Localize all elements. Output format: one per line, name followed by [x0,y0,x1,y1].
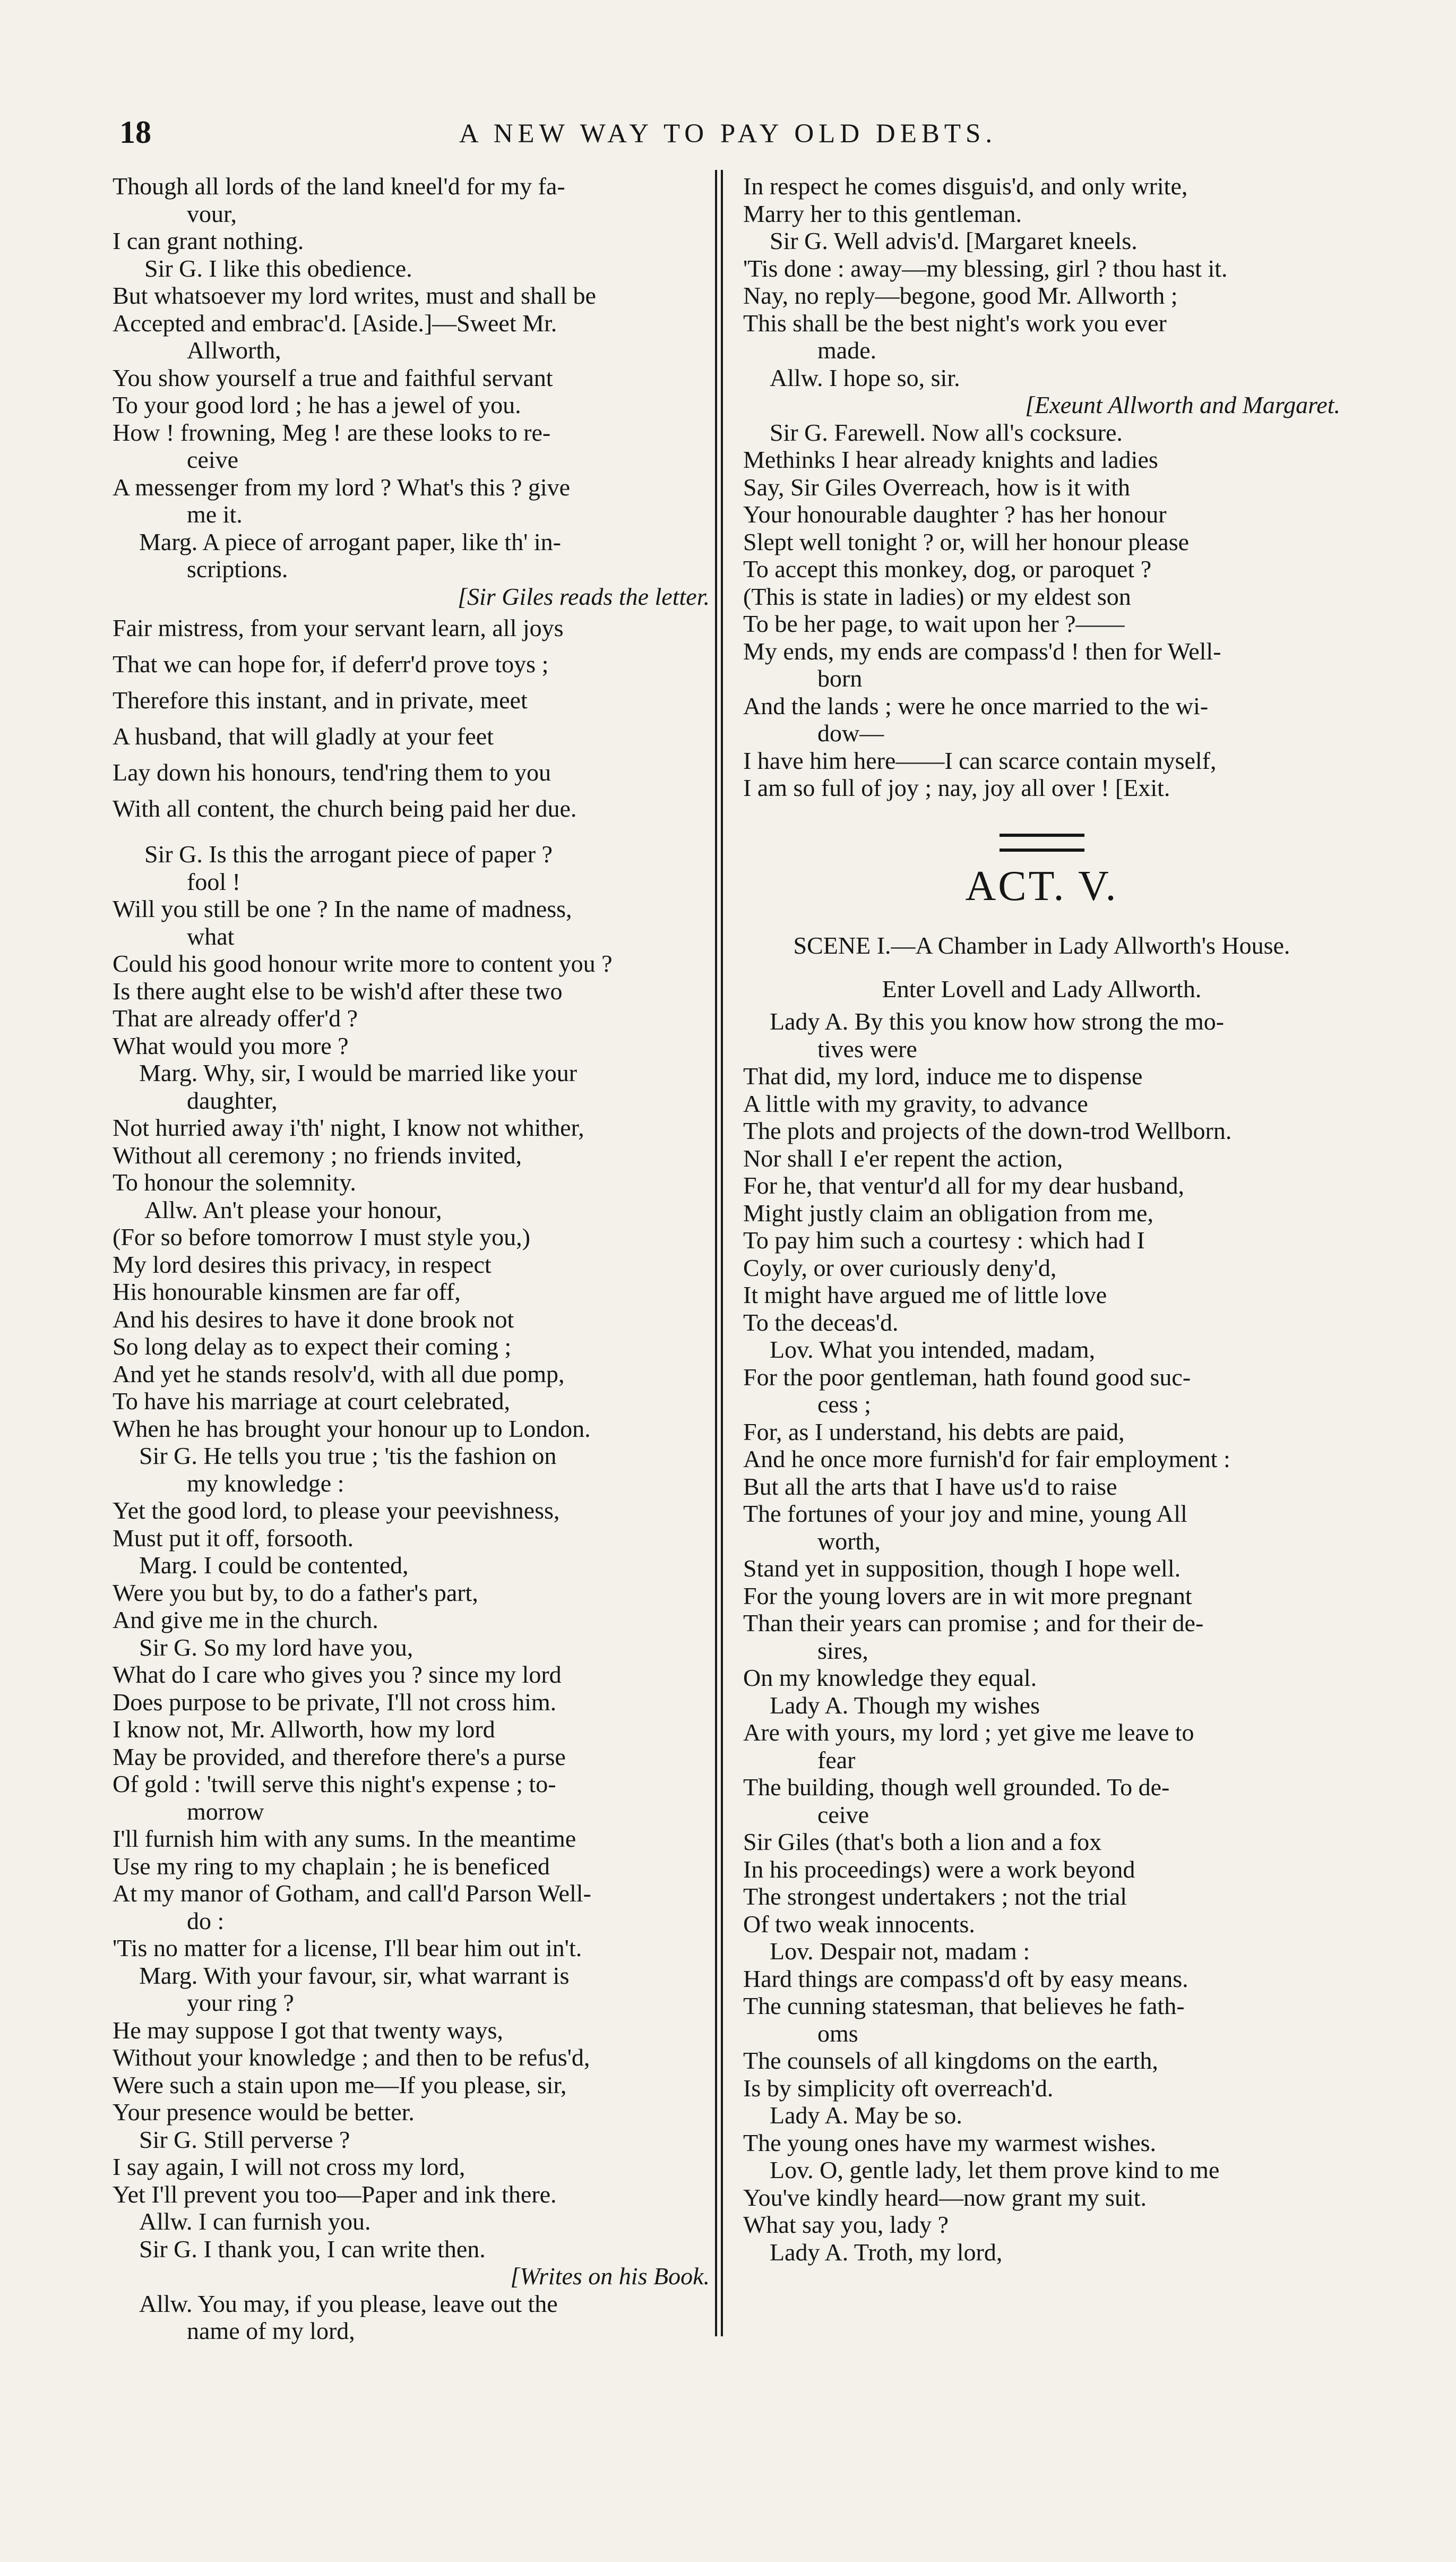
stage-entry: Enter Lovell and Lady Allworth. [882,975,1202,1002]
letter-line: With all content, the church being paid her due. [113,795,577,822]
text-line: name of my lord, [187,2317,355,2344]
text-line: Sir G. Is this the arrogant piece of paper ? [144,841,553,868]
text-line: (For so before tomorrow I must style you,) [113,1223,530,1250]
scene-heading: SCENE I.—A Chamber in Lady Allworth's House. [793,932,1290,959]
page-number: 18 [119,115,151,150]
text-line: To pay him such a courtesy : which had I [743,1227,1145,1254]
column-divider-left [715,170,717,2336]
text-line: My ends, my ends are compass'd ! then for Well- [743,637,1221,665]
text-line: Allw. I can furnish you. [139,2208,371,2235]
page-header [0,114,1456,162]
text-line: Than their years can promise ; and for their de- [743,1609,1204,1636]
text-line: The counsels of all kingdoms on the earth, [743,2047,1158,2074]
text-line: His honourable kinsmen are far off, [113,1278,461,1305]
text-line: Lady A. Though my wishes [770,1691,1040,1719]
text-line: Though all lords of the land kneel'd for my fa- [113,173,565,200]
text-line: What do I care who gives you ? since my lord [113,1661,562,1688]
letter-line: Therefore this instant, and in private, meet [113,687,528,714]
text-line: Lov. O, gentle lady, let them prove kind to me [770,2156,1220,2183]
right-column [743,173,1340,2266]
text-line: Coyly, or over curiously deny'd, [743,1254,1057,1281]
text-line: worth, [817,1527,881,1555]
text-line: Of gold : 'twill serve this night's expense ; to- [113,1770,556,1797]
letter-line: Lay down his honours, tend'ring them to you [113,759,551,786]
text-line: In his proceedings) were a work beyond [743,1855,1135,1883]
text-line: So long delay as to expect their coming ; [113,1333,512,1360]
stage-direction: [Sir Giles reads the letter. [458,582,710,610]
text-line: me it. [187,501,243,528]
text-line: And give me in the church. [113,1606,378,1633]
letter-line: A husband, that will gladly at your feet [113,723,494,750]
text-line: Lady A. By this you know how strong the mo- [770,1008,1225,1035]
text-line: do : [187,1907,225,1934]
text-line: But all the arts that I have us'd to raise [743,1472,1117,1500]
text-line: fool ! [187,868,240,895]
text-line: sires, [817,1636,868,1664]
text-line: To be her page, to wait upon her ?—— [743,610,1125,637]
right-column-bottom [743,1008,1340,2266]
text-line: What say you, lady ? [743,2211,949,2238]
text-line: Hard things are compass'd oft by easy means. [743,1965,1188,1992]
text-line: Marg. A piece of arrogant paper, like th' in- [139,528,562,555]
text-line: Accepted and embrac'd. [Aside.]—Sweet Mr. [113,309,557,337]
text-line: I can grant nothing. [113,227,304,254]
text-line: Sir G. Well advis'd. [Margaret kneels. [770,227,1138,254]
text-line: But whatsoever my lord writes, must and shall be [113,282,596,309]
text-line: He may suppose I got that twenty ways, [113,2016,503,2044]
column-divider-right [721,170,723,2336]
text-line: your ring ? [187,1989,294,2016]
running-head: A NEW WAY TO PAY OLD DEBTS. [459,119,997,149]
text-line: Must put it off, forsooth. [113,1524,354,1552]
text-line: Is by simplicity oft overreach'd. [743,2074,1054,2102]
text-line: I say again, I will not cross my lord, [113,2153,466,2180]
text-line: I am so full of joy ; nay, joy all over ! [Exit. [743,774,1170,801]
act-title: ACT. V. [965,862,1118,910]
stage-direction: [Exeunt Allworth and Margaret. [1025,391,1340,418]
text-line: Say, Sir Giles Overreach, how is it with [743,473,1131,501]
text-line: Yet I'll prevent you too—Paper and ink there. [113,2180,557,2208]
text-line: Sir G. Still perverse ? [139,2126,350,2153]
text-line: 'Tis no matter for a license, I'll bear him out in't. [113,1934,582,1961]
text-line: Were such a stain upon me—If you please, sir, [113,2071,567,2098]
text-line: Could his good honour write more to content you ? [113,950,613,977]
text-line: Yet the good lord, to please your peevishness, [113,1497,560,1524]
text-line: made. [817,337,877,364]
text-line: To accept this monkey, dog, or paroquet ? [743,555,1152,582]
text-line: Might justly claim an obligation from me, [743,1199,1153,1227]
text-line: Sir Giles (that's both a lion and a fox [743,1828,1102,1855]
text-line: Marg. I could be contented, [139,1552,409,1579]
text-line: Methinks I hear already knights and ladies [743,446,1158,473]
text-line: ceive [817,1801,869,1828]
text-line: Allworth, [187,337,281,364]
text-line: The cunning statesman, that believes he fath- [743,1992,1185,2019]
text-line: At my manor of Gotham, and call'd Parson Well- [113,1880,591,1907]
text-line: Sir G. Farewell. Now all's cocksure. [770,418,1123,446]
text-line: I have him here——I can scarce contain myself, [743,747,1217,774]
text-line: Allw. An't please your honour, [144,1196,442,1223]
stage-direction: [Writes on his Book. [510,2263,710,2290]
text-line: Without your knowledge ; and then to be refus'd, [113,2044,590,2071]
text-line: Sir G. So my lord have you, [139,1633,413,1661]
text-line: The fortunes of your joy and mine, young All [743,1500,1187,1527]
text-line: For he, that ventur'd all for my dear husband, [743,1172,1184,1199]
text-line: It might have argued me of little love [743,1281,1107,1308]
text-line: To have his marriage at court celebrated, [113,1387,511,1415]
letter-line: That we can hope for, if deferr'd prove toys ; [113,650,549,678]
text-line: 'Tis done : away—my blessing, girl ? thou hast it. [743,254,1228,282]
text-line: And the lands ; were he once married to the wi- [743,692,1209,719]
text-line: You show yourself a true and faithful servant [113,364,553,391]
text-line: Is there aught else to be wish'd after these two [113,977,563,1005]
text-line: Lov. What you intended, madam, [770,1336,1096,1363]
text-line: oms [817,2019,858,2047]
text-line: Marg. With your favour, sir, what warrant is [139,1961,570,1989]
text-line: Lov. Despair not, madam : [770,1938,1030,1965]
left-column [113,173,710,2345]
text-line: To the deceas'd. [743,1308,899,1336]
text-line: When he has brought your honour up to London. [113,1415,591,1442]
text-line: tives were [817,1035,917,1062]
text-line: The strongest undertakers ; not the trial [743,1883,1127,1910]
right-column-top [743,173,1340,802]
text-line: Your honourable daughter ? has her honour [743,501,1167,528]
text-line: On my knowledge they equal. [743,1664,1037,1691]
text-line: To your good lord ; he has a jewel of you. [113,391,521,418]
text-line: Allw. You may, if you please, leave out the [139,2290,558,2317]
text-line: cess ; [817,1391,871,1418]
text-line: Will you still be one ? In the name of madness, [113,895,572,922]
text-line: For, as I understand, his debts are paid, [743,1418,1125,1445]
text-line: And his desires to have it done brook not [113,1305,514,1333]
text-line: Sir G. He tells you true ; 'tis the fashion on [139,1442,557,1469]
text-line: A little with my gravity, to advance [743,1090,1088,1117]
letter-line: Fair mistress, from your servant learn, all joys [113,614,564,641]
text-line: what [187,922,235,950]
text-line: Nor shall I e'er repent the action, [743,1144,1063,1172]
text-line: vour, [187,200,237,227]
text-line: Sir G. I thank you, I can write then. [139,2235,486,2263]
text-line: For the poor gentleman, hath found good suc- [743,1363,1191,1391]
text-line: In respect he comes disguis'd, and only write, [743,173,1188,200]
text-line: Marg. Why, sir, I would be married like your [139,1059,578,1086]
text-line: Allw. I hope so, sir. [770,364,960,391]
text-line: scriptions. [187,555,288,582]
text-line: Are with yours, my lord ; yet give me leave to [743,1719,1194,1746]
text-line: The plots and projects of the down-trod Wellborn. [743,1117,1232,1144]
text-line: born [817,665,863,692]
text-line: Use my ring to my chaplain ; he is beneficed [113,1852,550,1880]
text-line: That did, my lord, induce me to dispense [743,1062,1143,1090]
text-line: morrow [187,1797,264,1825]
text-line: A messenger from my lord ? What's this ? give [113,473,571,501]
text-line: Does purpose to be private, I'll not cross him. [113,1688,557,1716]
text-line: dow— [817,719,884,747]
text-line: (This is state in ladies) or my eldest son [743,582,1131,610]
text-line: You've kindly heard—now grant my suit. [743,2183,1147,2211]
text-line: Lady A. May be so. [770,2102,962,2129]
text-line: The young ones have my warmest wishes. [743,2129,1157,2156]
text-line: How ! frowning, Meg ! are these looks to re- [113,418,551,446]
text-line: That are already offer'd ? [113,1005,358,1032]
text-line: Stand yet in supposition, though I hope well. [743,1555,1181,1582]
text-line: May be provided, and therefore there's a purse [113,1743,566,1770]
text-line: daughter, [187,1086,278,1114]
text-line: I know not, Mr. Allworth, how my lord [113,1716,495,1743]
text-line: To honour the solemnity. [113,1169,356,1196]
text-line: And yet he stands resolv'd, with all due pomp, [113,1360,565,1387]
text-line: My lord desires this privacy, in respect [113,1250,492,1278]
text-line: Your presence would be better. [113,2098,415,2126]
text-line: Were you but by, to do a father's part, [113,1579,478,1606]
text-line: This shall be the best night's work you ever [743,309,1167,337]
text-line: And he once more furnish'd for fair employment : [743,1445,1230,1472]
text-line: Not hurried away i'th' night, I know not whither, [113,1114,584,1141]
text-line: Of two weak innocents. [743,1910,975,1938]
text-line: Lady A. Troth, my lord, [770,2238,1003,2266]
spacer [113,827,710,841]
text-line: Nay, no reply—begone, good Mr. Allworth ; [743,282,1178,309]
act-divider [1000,834,1084,852]
text-line: I'll furnish him with any sums. In the meantime [113,1825,576,1852]
text-line: Sir G. I like this obedience. [144,254,412,282]
text-line: fear [817,1746,856,1773]
text-line: Slept well tonight ? or, will her honour please [743,528,1190,555]
text-line: ceive [187,446,239,473]
text-line: The building, though well grounded. To de- [743,1773,1170,1801]
text-line: For the young lovers are in wit more pregnant [743,1582,1192,1609]
text-line: Marry her to this gentleman. [743,200,1022,227]
text-line: What would you more ? [113,1032,349,1059]
text-line: my knowledge : [187,1469,344,1497]
text-line: Without all ceremony ; no friends invited, [113,1141,522,1169]
